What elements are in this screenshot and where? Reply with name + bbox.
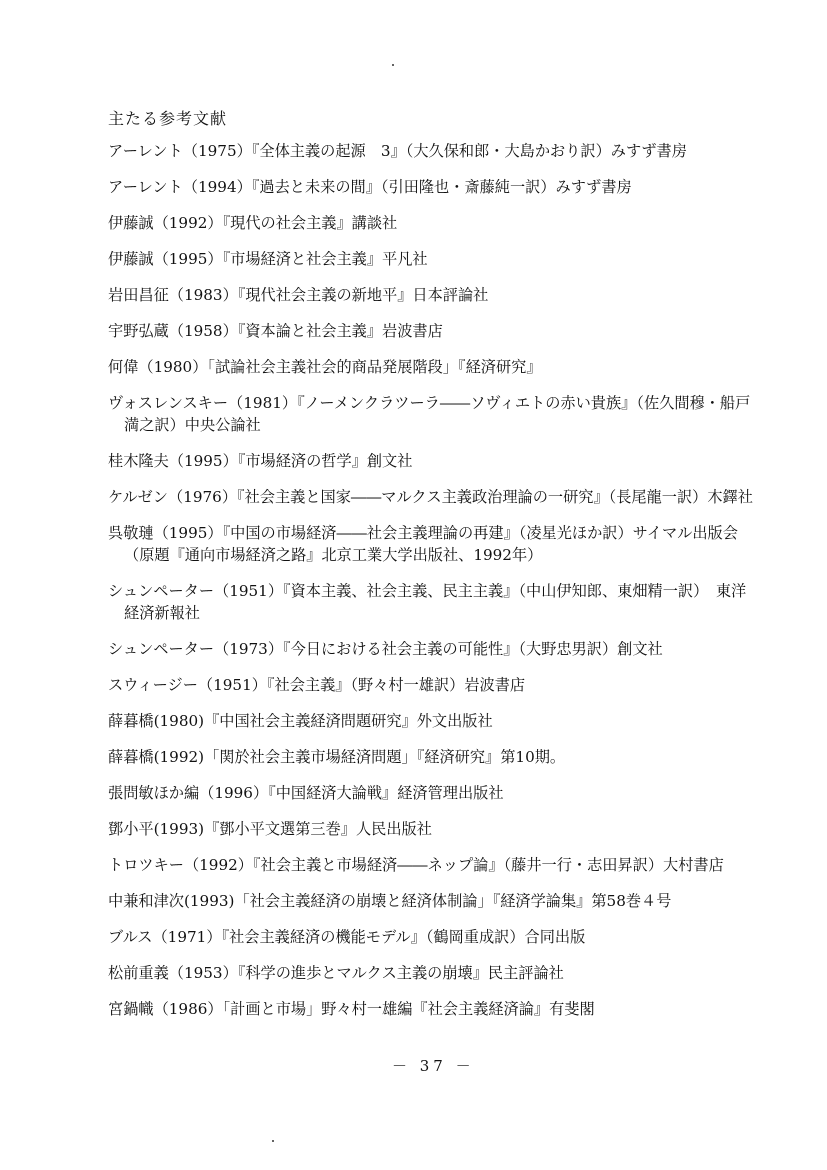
reference-item: アーレント（1975）『全体主義の起源 3』（大久保和郎・大島かおり訳）みすず書房: [108, 142, 687, 160]
reference-item: 松前重義（1953）『科学の進歩とマルクス主義の崩壊』民主評論社: [108, 964, 564, 982]
reference-item: アーレント（1994）『過去と未来の間』（引田隆也・斎藤純一訳）みすず書房: [108, 178, 632, 196]
reference-item: 岩田昌征（1983）『現代社会主義の新地平』日本評論社: [108, 286, 489, 304]
scan-speck: [272, 1140, 274, 1142]
reference-item: ケルゼン（1976）『社会主義と国家――マルクス主義政治理論の一研究』（長尾龍一訳）木鐸社: [108, 488, 753, 506]
references-heading: 主たる参考文献: [108, 109, 228, 128]
reference-item: 呉敬璉（1995）『中国の市場経済――社会主義理論の再建』（凌星光ほか訳）サイマル出版会（原題『通向市場経済之路』北京工業大学出版社、1992年）: [108, 524, 738, 564]
reference-item: シュンペーター（1973）『今日における社会主義の可能性』（大野忠男訳）創文社: [108, 640, 663, 658]
reference-item: 宮鍋幟（1986）「計画と市場」野々村一雄編『社会主義経済論』有斐閣: [108, 1000, 595, 1018]
reference-item: 鄧小平(1993)『鄧小平文選第三巻』人民出版社: [108, 820, 432, 838]
reference-item: 薛暮橋(1992)「関於社会主義市場経済問題」『経済研究』第10期。: [108, 748, 566, 766]
reference-item: 宇野弘蔵（1958）『資本論と社会主義』岩波書店: [108, 322, 443, 340]
page-number: － 37 －: [392, 1057, 475, 1075]
reference-item: ヴォスレンスキー（1981）『ノーメンクラツーラ――ソヴィエトの赤い貴族』（佐久間穆・船戸満之訳）中央公論社: [108, 394, 751, 434]
reference-list: [108, 140, 753, 1034]
reference-item: 何偉（1980）「試論社会主義社会的商品発展階段」『経済研究』: [108, 358, 542, 376]
reference-item: シュンペーター（1951）『資本主義、社会主義、民主主義』（中山伊知郎、東畑精一訳） 東洋経済新報社: [108, 582, 747, 622]
reference-item: 張問敏ほか編（1996）『中国経済大論戦』経済管理出版社: [108, 784, 504, 802]
reference-item: 薛暮橋(1980)『中国社会主義経済問題研究』外文出版社: [108, 712, 493, 730]
reference-item: 伊藤誠（1995）『市場経済と社会主義』平凡社: [108, 250, 428, 268]
reference-item: 伊藤誠（1992）『現代の社会主義』講談社: [108, 214, 398, 232]
reference-item: 中兼和津次(1993)「社会主義経済の崩壊と経済体制論」『経済学論集』第58巻４号: [108, 892, 672, 910]
reference-item: ブルス（1971）『社会主義経済の機能モデル』（鶴岡重成訳）合同出版: [108, 928, 586, 946]
reference-item: スウィージー（1951）『社会主義』（野々村一雄訳）岩波書店: [108, 676, 526, 694]
reference-item: 桂木隆夫（1995）『市場経済の哲学』創文社: [108, 452, 413, 470]
scan-speck: [392, 64, 394, 66]
reference-item: トロツキー（1992）『社会主義と市場経済――ネップ論』（藤井一行・志田昇訳）大村書店: [108, 856, 724, 874]
